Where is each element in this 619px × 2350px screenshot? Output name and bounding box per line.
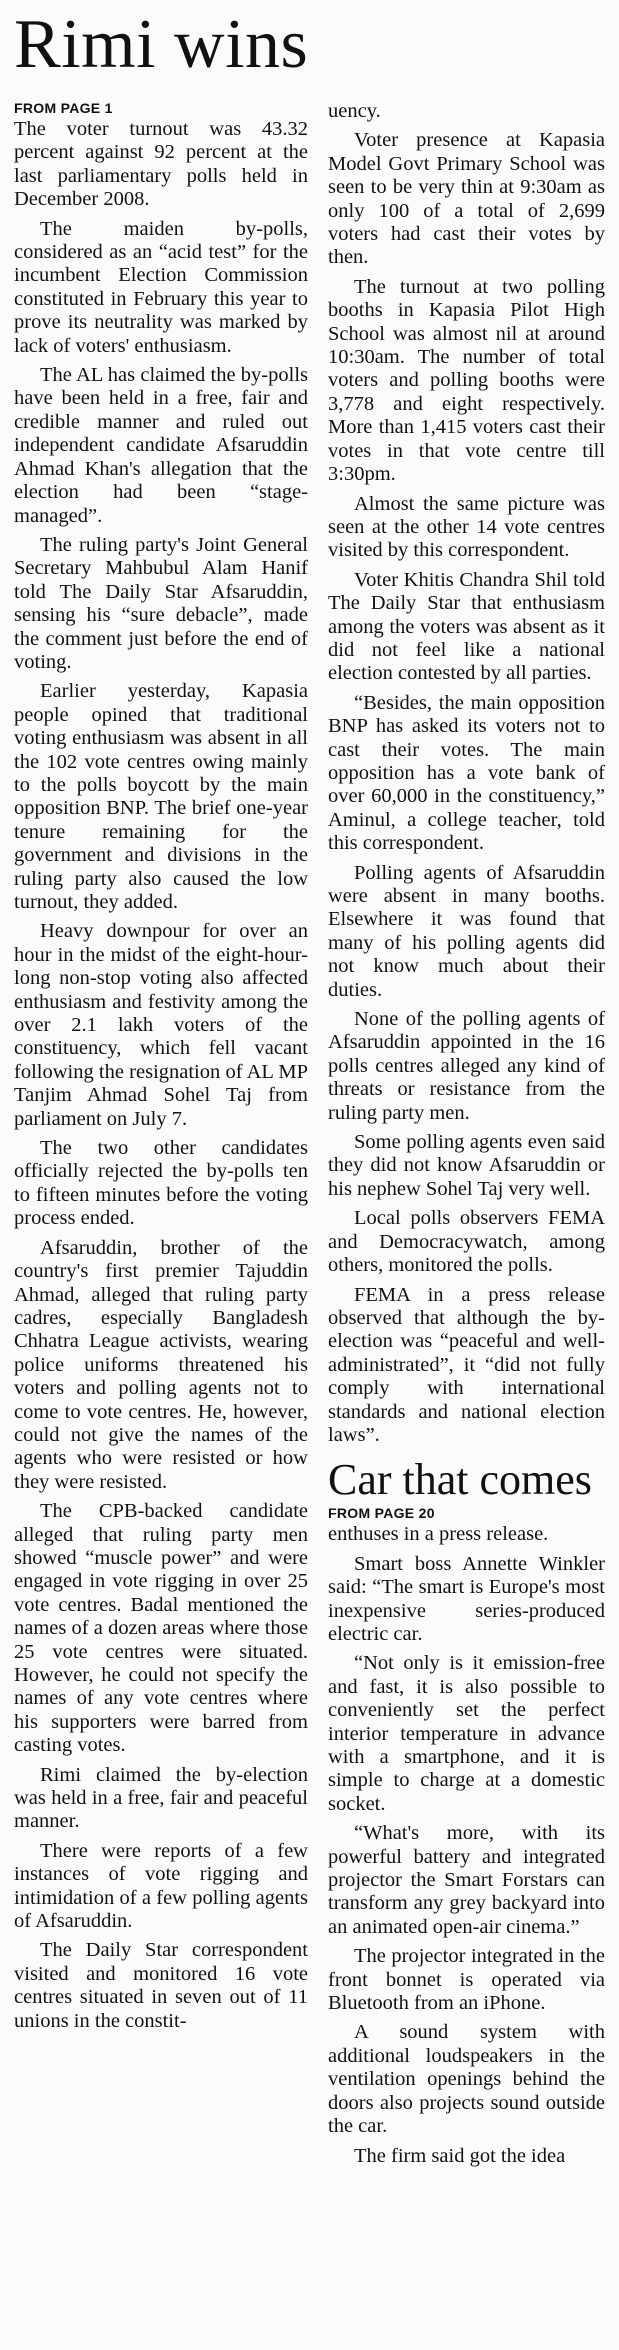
paragraph: The AL has claimed the by-polls have been held in a free, fair and credible manner and ruled out independent candidate Afsaruddin Ahmad Khan's allegation that the election had been “stage-managed”. [14,364,308,527]
continued-text: enthuses in a press release. [328,1523,549,1546]
paragraph: The two other candidates officially rejected the by-polls ten to fifteen minutes before the voting process ended. [14,1137,308,1230]
paragraph: Polling agents of Afsaruddin were absent in many booths. Elsewhere it was found that many of his polling agents did not know much about their duties. [328,861,605,1001]
main-headline: Rimi wins [14,6,309,83]
jump-label-page-1: FROM PAGE 1 [14,100,113,116]
paragraph: Earlier yesterday, Kapasia people opined that traditional voting enthusiasm was absent in all the 102 vote centres owing mainly to the polls boycott by the main opposition BNP. The brief one-year tenure remaining for the government and divisions in the ruling party also caused the low turnout, they added. [14,680,308,913]
paragraph: There were reports of a few instances of vote rigging and intimidation of a few polling agents of Afsaruddin. [14,1839,308,1933]
paragraph: “What's more, with its powerful battery and integrated projector the Smart Forstars can transform any grey backyard into an animated open-air cinema.” [328,1822,605,1938]
paragraph: The firm said got the idea [354,2144,566,2167]
paragraph: Rimi claimed the by-election was held in a free, fair and peaceful manner. [14,1763,308,1833]
paragraph: The voter turnout was 43.32 percent against 92 percent at the last parliamentary polls held in December 2008. [14,118,308,211]
paragraph: The ruling party's Joint General Secretary Mahbubul Alam Hanif told The Daily Star Afsaruddin, sensing his “sure debacle”, made the comment just before the end of voting. [14,533,308,673]
paragraph: The projector integrated in the front bonnet is operated via Bluetooth from an iPhone. [328,1945,605,2015]
paragraph: The Daily Star correspondent visited and monitored 16 vote centres situated in seven out of 11 unions in the constit- [14,1939,308,2032]
paragraph: Voter Khitis Chandra Shil told The Daily Star that enthusiasm among the voters was absent as it did not feel like a national election contested by all parties. [328,568,605,685]
paragraph: Heavy downpour for over an hour in the midst of the eight-hour-long non-stop voting also affected enthusiasm and festivity among the over 2.1 lakh voters of the constituency, which fell vacant following the resignation of AL MP Tanjim Ahmad Sohel Taj from parliament on July 7. [14,920,308,1130]
second-story-headline: Car that comes [328,1455,592,1505]
paragraph: The CPB-backed candidate alleged that ruling party men showed “muscle power” and were engaged in vote rigging in over 25 vote centres. Badal mentioned the names of a dozen areas where those 25 vote centres were situated. However, he could not specify the names of any vote centres where his supporters were barred from casting votes. [14,1500,308,1757]
paragraph: Afsaruddin, brother of the country's first premier Tajuddin Ahmad, alleged that ruling party cadres, especially Bangladesh Chhatra League activists, wearing police uniforms threatened his voters and polling agents not to come to vote centres. He, however, could not give the names of the agents who were resisted or how they were resisted. [14,1236,308,1493]
paragraph: Local polls observers FEMA and Democracywatch, among others, monitored the polls. [328,1207,605,1277]
column-1 [14,100,308,2350]
paragraph: Some polling agents even said they did not know Afsaruddin or his nephew Sohel Taj very well. [328,1131,605,1200]
paragraph: None of the polling agents of Afsaruddin appointed in the 16 polls centres alleged any kind of threats or resistance from the ruling party men. [328,1008,605,1124]
paragraph: Almost the same picture was seen at the other 14 vote centres visited by this correspondent. [328,492,605,562]
paragraph: A sound system with additional loudspeakers in the ventilation openings behind the doors also projects sound outside the car. [328,2021,605,2138]
jump-label-page-20: FROM PAGE 20 [328,1505,435,1522]
continued-text: uency. [328,100,381,122]
paragraph: Smart boss Annette Winkler said: “The smart is Europe's most inexpensive series-produced electric car. [328,1552,605,1645]
paragraph: The maiden by-polls, considered as an “acid test” for the incumbent Election Commission constituted in February this year to prove its neutrality was marked by lack of voters' enthusiasm. [14,217,308,357]
paragraph: Voter presence at Kapasia Model Govt Primary School was seen to be very thin at 9:30am as only 100 of a total of 2,699 voters had cast their votes by then. [328,129,605,269]
paragraph: The turnout at two polling booths in Kapasia Pilot High School was almost nil at around 10:30am. The number of total voters and polling booths were 3,778 and eight respectively. More than 1,415 voters cast their votes in that vote centre till 3:30pm. [328,275,605,486]
paragraph: “Not only is it emission-free and fast, it is also possible to conveniently set the perfect interior temperature in advance with a smartphone, and it is simple to charge at a domestic socket. [328,1652,605,1815]
column-2 [328,100,605,2350]
paragraph: FEMA in a press release observed that although the by-election was “peaceful and well-administrated”, it “did not fully comply with international standards and national election laws”. [328,1283,605,1446]
paragraph: “Besides, the main opposition BNP has asked its voters not to cast their votes. The main opposition has a vote bank of over 60,000 in the constituency,” Aminul, a college teacher, told this correspondent. [328,691,605,855]
